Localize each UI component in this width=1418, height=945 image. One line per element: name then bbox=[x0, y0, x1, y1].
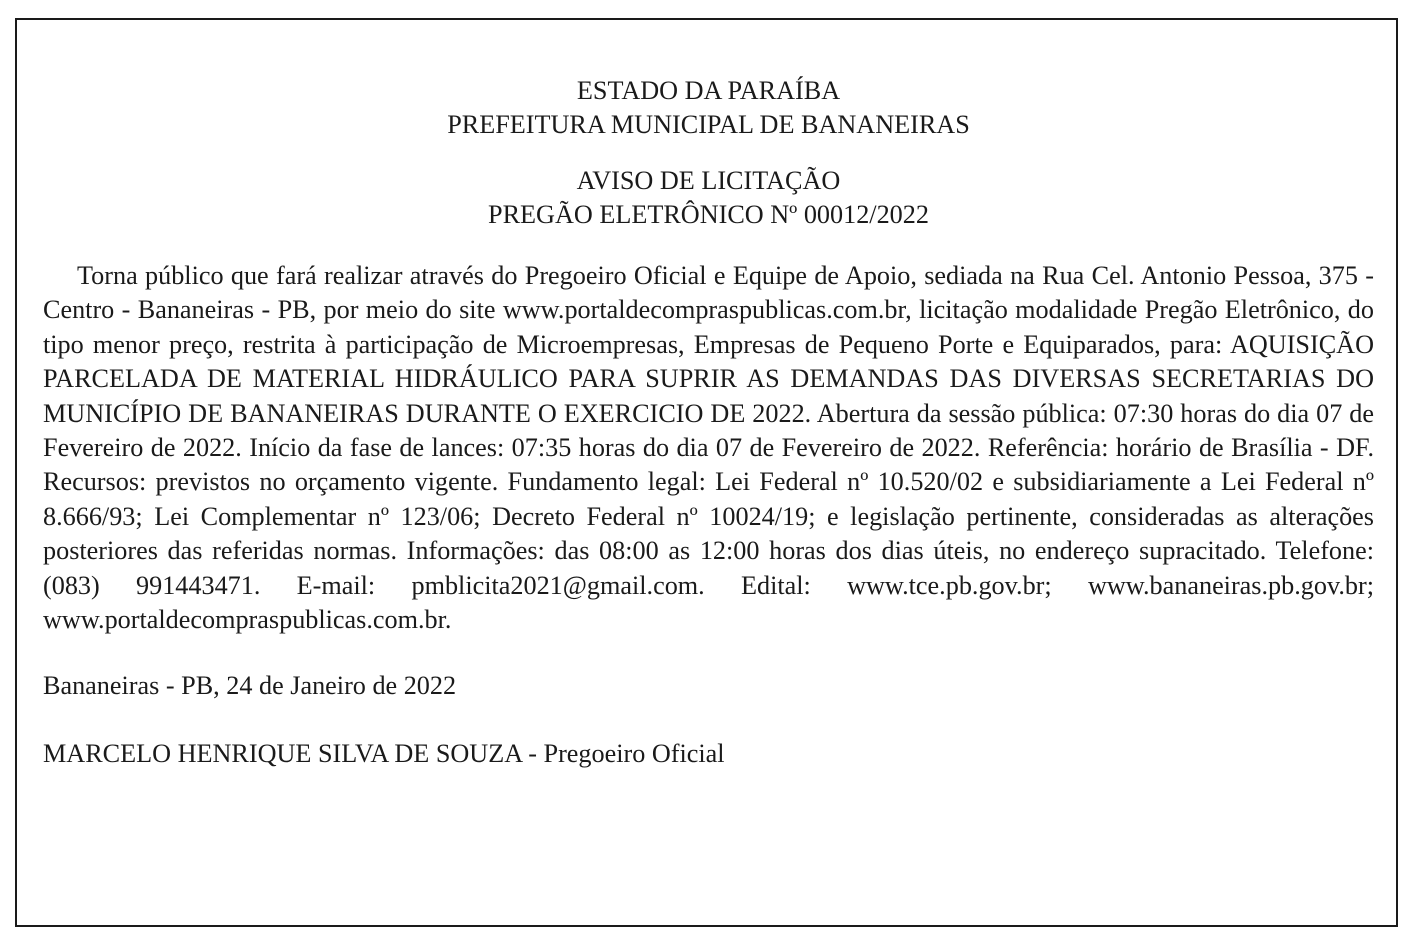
place-date: Bananeiras - PB, 24 de Janeiro de 2022 bbox=[43, 671, 457, 701]
notice-body: Torna público que fará realizar através do Pregoeiro Oficial e Equipe de Apoio, sediada na Rua Cel. Antonio Pessoa, 375 - Centro - Bananeiras - PB, por meio do site www.portaldecompraspublicas.com.br, licitação modalidade Pregão Eletrônico, do tipo menor preço, restrita à participação de Microempresas, Empresas de Pequeno Porte e Equiparados, para: AQUISIÇÃO PARCELADA DE MATERIAL HIDRÁULICO PARA SUPRIR AS DEMANDAS DAS DIVERSAS SECRETARIAS DO MUNICÍPIO DE BANANEIRAS DURANTE O EXERCICIO DE 2022. Abertura da sessão pública: 07:30 horas do dia 07 de Fevereiro de 2022. Início da fase de lances: 07:35 horas do dia 07 de Fevereiro de 2022. Referência: horário de Brasília - DF. Recursos: previstos no orçamento vigente. Fundamento legal: Lei Federal nº 10.520/02 e subsidiariamente a Lei Federal nº 8.666/93; Lei Complementar nº 123/06; Decreto Federal nº 10024/19; e legislação pertinente, consideradas as alterações posteriores das referidas normas. Informações: das 08:00 as 12:00 horas dos dias úteis, no endereço supracitado. Telefone: (083) 991443471. E-mail: pmblicita2021@gmail.com. Edital: www.tce.pb.gov.br; www.bananeiras.pb.gov.br; www.portaldecompraspublicas.com.br. bbox=[43, 261, 1374, 635]
notice-reference: PREGÃO ELETRÔNICO Nº 00012/2022 bbox=[488, 200, 929, 229]
signature-line: MARCELO HENRIQUE SILVA DE SOUZA - Pregoeiro Oficial bbox=[43, 739, 725, 769]
municipality-heading: PREFEITURA MUNICIPAL DE BANANEIRAS bbox=[447, 110, 970, 139]
state-heading: ESTADO DA PARAÍBA bbox=[576, 76, 841, 105]
notice-title: AVISO DE LICITAÇÃO bbox=[576, 166, 841, 195]
notice-content bbox=[43, 74, 1374, 771]
